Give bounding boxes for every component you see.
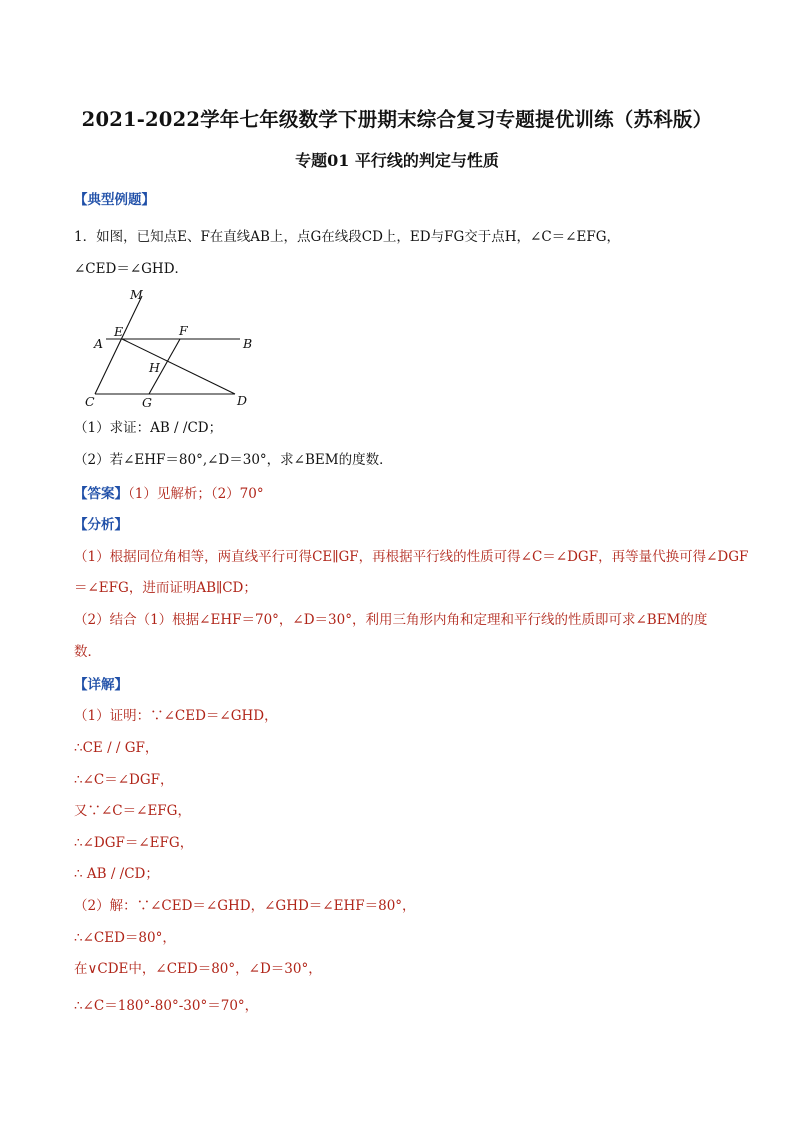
detail-line: ∴CE / / GF，	[74, 740, 159, 756]
geometry-figure	[80, 284, 270, 414]
problem-line-1: 1．如图，已知点E、F在直线AB上，点G在线段CD上，ED与FG交于点H，∠C＝∠EFG，	[74, 229, 620, 245]
analysis-line-4: 数．	[74, 644, 101, 660]
line-ed	[122, 339, 235, 394]
answer-row	[74, 484, 734, 504]
label-d: D	[237, 393, 248, 408]
section-label-example: 【典型例题】	[74, 192, 155, 208]
label-f: F	[179, 323, 188, 338]
detail-line: 又∵∠C＝∠EFG，	[74, 803, 191, 819]
label-g: G	[142, 395, 152, 410]
question-2: （2）若∠EHF＝80°,∠D＝30°，求∠BEM的度数．	[74, 452, 393, 468]
label-c: C	[85, 394, 95, 409]
document-subtitle: 专题01 平行线的判定与性质	[295, 151, 499, 170]
label-h: H	[149, 360, 160, 375]
label-e: E	[114, 324, 124, 339]
detail-line: （2）解：∵∠CED＝∠GHD，∠GHD＝∠EHF＝80°，	[74, 898, 416, 914]
analysis-line-3: （2）结合（1）根据∠EHF＝70°，∠D＝30°，利用三角形内角和定理和平行线的性质即可求∠BEM的度	[74, 612, 708, 628]
detail-line: ∴∠DGF＝∠EFG，	[74, 835, 194, 851]
answer-text: （1）见解析；（2）70°	[128, 486, 264, 502]
detail-line: （1）证明：∵∠CED＝∠GHD，	[74, 708, 278, 724]
answer-label: 【答案】	[74, 486, 128, 502]
detail-line: 在∨CDE中，∠CED＝80°，∠D＝30°，	[74, 961, 322, 977]
detail-line: ∴ AB / /CD；	[74, 866, 159, 882]
detail-label: 【详解】	[74, 677, 128, 693]
analysis-line-2: ＝∠EFG，进而证明AB∥CD；	[74, 580, 257, 596]
analysis-label: 【分析】	[74, 517, 128, 533]
detail-line: ∴∠CED＝80°，	[74, 930, 176, 946]
label-m: M	[130, 287, 143, 302]
label-b: B	[243, 336, 253, 351]
detail-line: ∴∠C＝180°-80°-30°＝70°，	[74, 998, 259, 1014]
problem-line-2: ∠CED＝∠GHD．	[74, 261, 189, 277]
document-title: 2021-2022学年七年级数学下册期末综合复习专题提优训练（苏科版）	[81, 108, 713, 131]
analysis-line-1: （1）根据同位角相等，两直线平行可得CE∥GF，再根据平行线的性质可得∠C＝∠DGF，再等量代换可得∠DGF	[74, 549, 749, 565]
detail-line: ∴∠C＝∠DGF，	[74, 772, 174, 788]
question-1: （1）求证：AB / /CD；	[74, 420, 223, 436]
label-a: A	[94, 336, 104, 351]
